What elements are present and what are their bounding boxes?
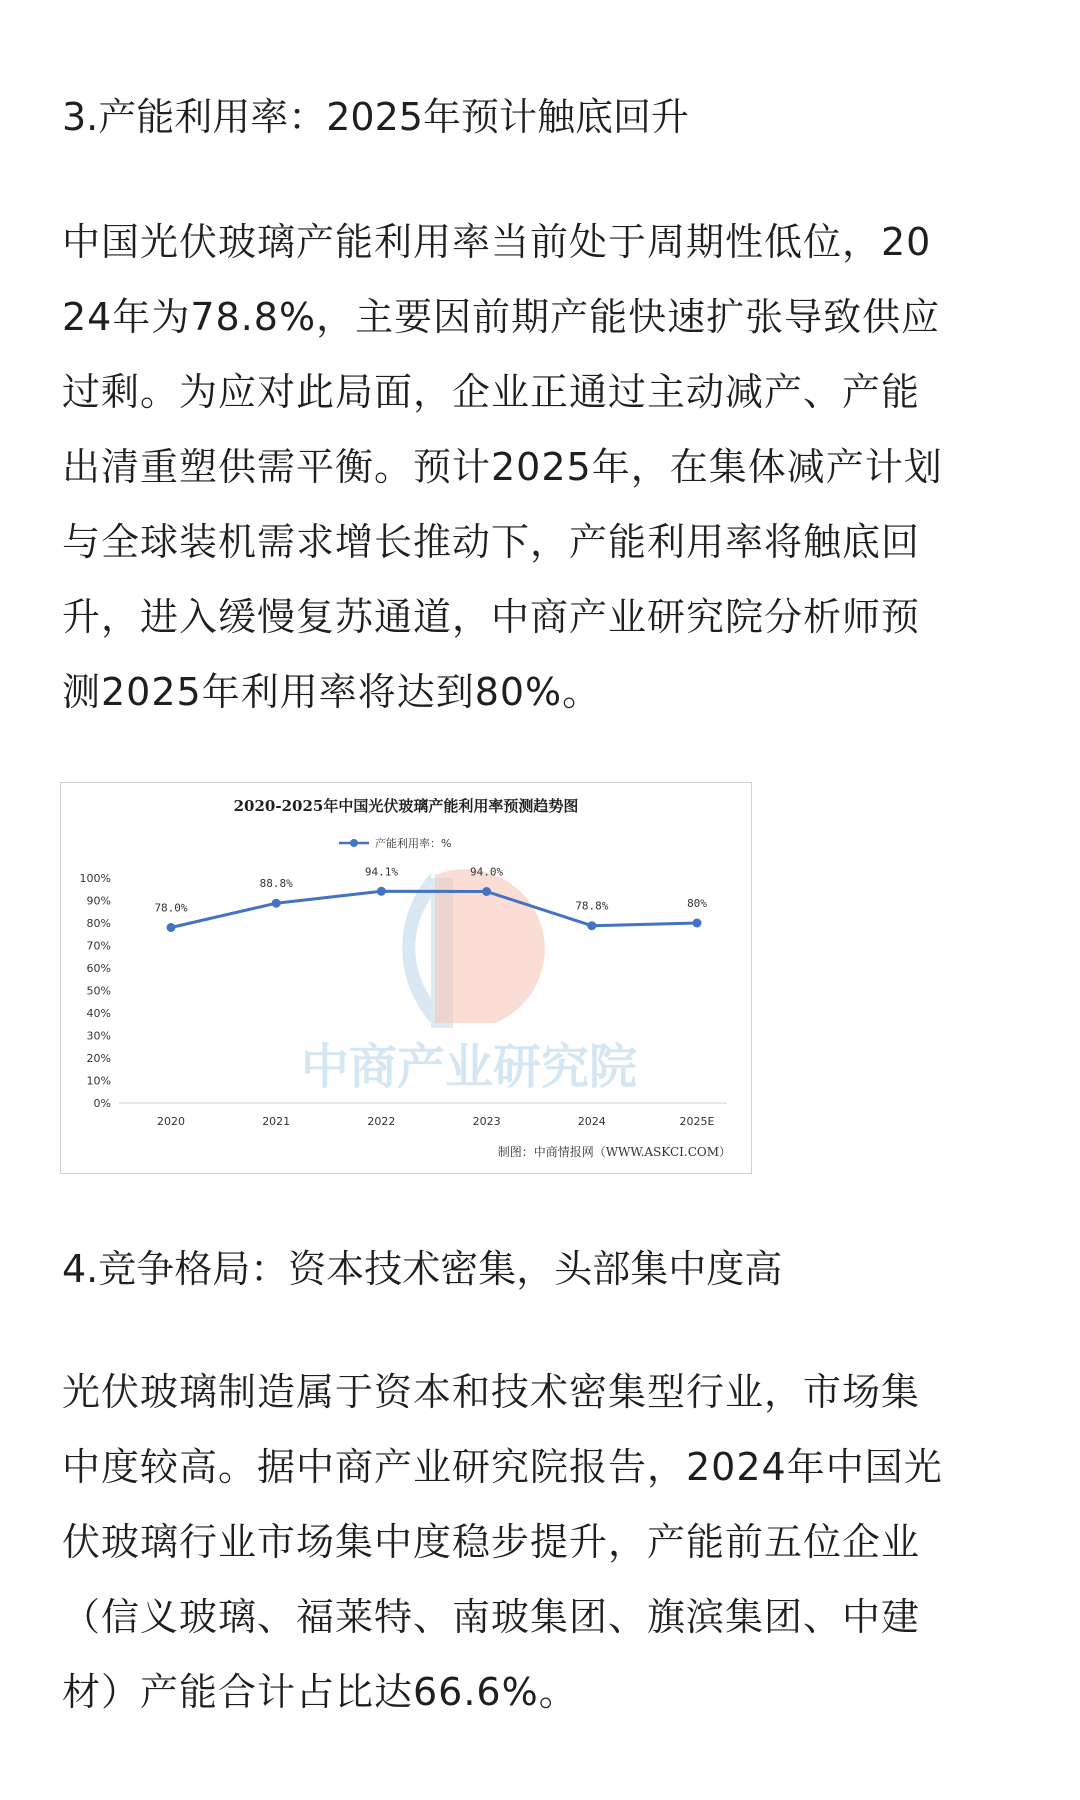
- paragraph-line: 光伏玻璃制造属于资本和技术密集型行业，市场集: [62, 1370, 921, 1414]
- y-tick-label: 10%: [86, 1074, 111, 1088]
- data-point: [693, 919, 702, 928]
- data-label: 88.8%: [259, 877, 293, 891]
- paragraph-line: 测2025年利用率将达到80%。: [62, 670, 602, 714]
- x-tick-label: 2024: [577, 1115, 606, 1128]
- data-label: 94.0%: [470, 865, 504, 879]
- paragraph-line: 与全球装机需求增长推动下，产能利用率将触底回: [62, 520, 921, 564]
- paragraph-line: 中国光伏玻璃产能利用率当前处于周期性低位，20: [62, 220, 932, 264]
- x-axis: [157, 1115, 715, 1128]
- y-tick-label: 0%: [93, 1097, 111, 1110]
- chart-legend: [339, 836, 451, 850]
- data-label: 94.1%: [364, 865, 398, 879]
- y-tick-label: 30%: [86, 1029, 111, 1043]
- y-tick-label: 40%: [86, 1007, 111, 1020]
- data-label: 78.8%: [575, 899, 609, 913]
- data-point: [587, 921, 596, 930]
- paragraph-line: 升，进入缓慢复苏通道，中商产业研究院分析师预: [62, 595, 921, 639]
- x-tick-label: 2020: [157, 1115, 185, 1128]
- data-point: [167, 923, 176, 932]
- watermark-text: 中商产业研究院: [300, 1039, 638, 1095]
- data-label: 78.0%: [154, 901, 188, 915]
- y-tick-label: 100%: [79, 872, 111, 885]
- y-tick-label: 50%: [86, 984, 111, 998]
- watermark-logo: [402, 869, 545, 1028]
- y-tick-label: 80%: [86, 917, 111, 930]
- paragraph-line: 出清重塑供需平衡。预计2025年，在集体减产计划: [62, 445, 943, 489]
- paragraph-line: 伏玻璃行业市场集中度稳步提升，产能前五位企业: [62, 1520, 921, 1564]
- paragraph-line: 中度较高。据中商产业研究院报告，2024年中国光: [62, 1445, 943, 1489]
- chart-title: 2020-2025年中国光伏玻璃产能利用率预测趋势图: [233, 797, 579, 815]
- utilization-chart: [60, 782, 752, 1174]
- paragraph-line: （信义玻璃、福莱特、南玻集团、旗滨集团、中建: [62, 1595, 921, 1639]
- x-tick-label: 2025E: [679, 1115, 715, 1128]
- y-tick-label: 90%: [86, 894, 111, 908]
- paragraph-line: 过剩。为应对此局面，企业正通过主动减产、产能: [62, 370, 921, 414]
- chart-canvas: [61, 783, 751, 1173]
- paragraph-line: 材）产能合计占比达66.6%。: [62, 1670, 578, 1714]
- legend-label: 产能利用率：%: [375, 837, 452, 850]
- y-tick-label: 60%: [86, 962, 111, 975]
- y-tick-label: 70%: [86, 939, 111, 953]
- x-tick-label: 2022: [367, 1115, 396, 1128]
- legend-marker: [350, 839, 358, 847]
- x-tick-label: 2021: [262, 1115, 291, 1128]
- data-point: [272, 899, 281, 908]
- data-point: [482, 887, 491, 896]
- y-axis: [80, 872, 111, 1110]
- section4-paragraph: [62, 1355, 1024, 1730]
- data-label: 80%: [687, 897, 707, 910]
- section4-heading: 4.竞争格局：资本技术密集，头部集中度高: [62, 1247, 783, 1291]
- source-note: 制图：中商情报网（WWW.ASKCI.COM）: [497, 1145, 731, 1159]
- section3-heading: 3.产能利用率：2025年预计触底回升: [62, 95, 689, 139]
- data-point: [377, 887, 386, 896]
- paragraph-line: 24年为78.8%，主要因前期产能快速扩张导致供应: [62, 295, 941, 339]
- y-tick-label: 20%: [86, 1052, 111, 1065]
- x-tick-label: 2023: [472, 1115, 501, 1128]
- section3-paragraph: [62, 205, 1024, 730]
